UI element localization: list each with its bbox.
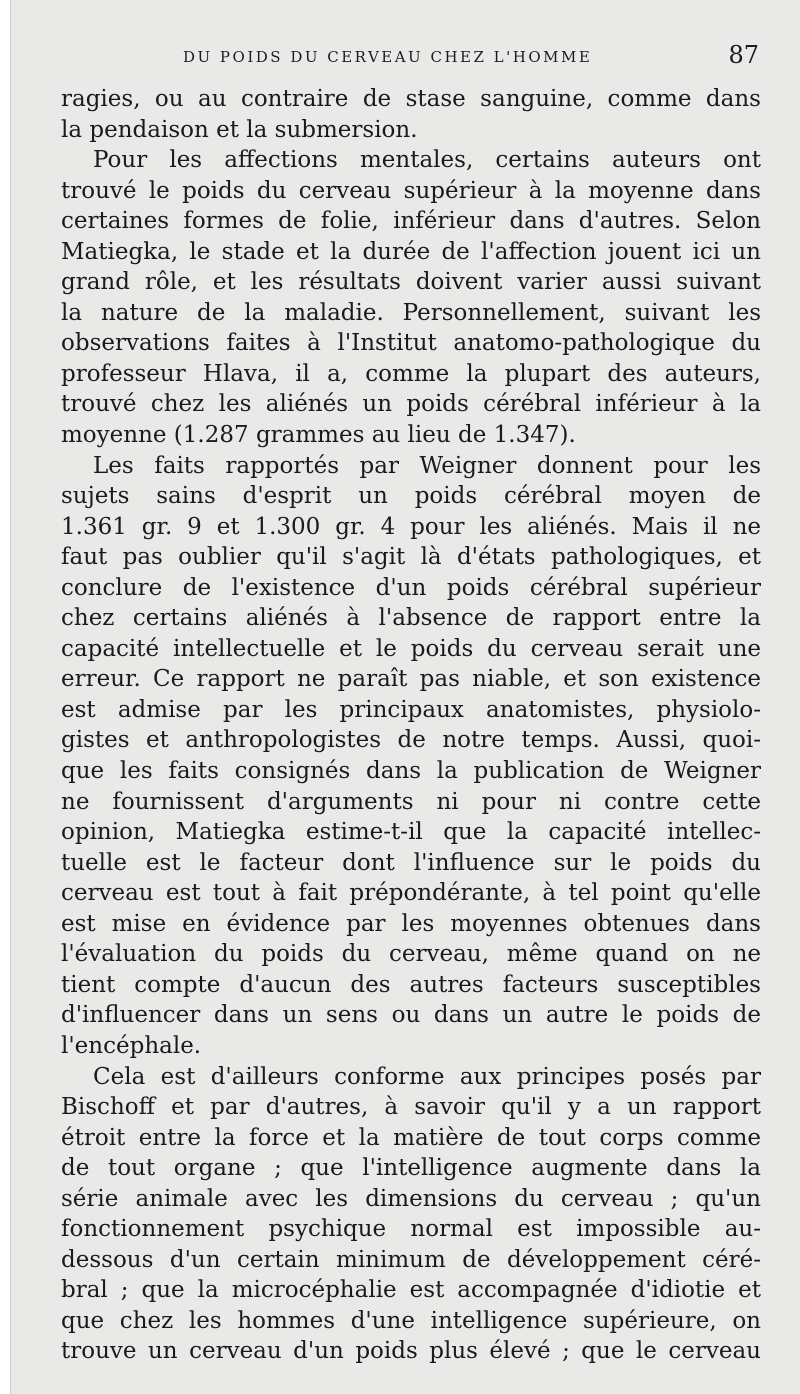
text-line: ragies, ou au contraire de stase sanguine, comme dans [61,86,761,112]
text-line: de tout organe ; que l'intelligence augmente dans la [61,1155,761,1182]
text-line: 1.361 gr. 9 et 1.300 gr. 4 pour les aliénés. Mais il ne [61,513,761,540]
text-line: série animale avec les dimensions du cerveau ; qu'un [61,1185,761,1212]
text-line: Matiegka, le stade et la durée de l'affection jouent ici un [61,238,761,265]
text-line: la pendaison et la submersion. [61,116,418,143]
text-line: trouvé chez les aliénés un poids cérébral inférieur à la [61,391,761,418]
text-line: que chez les hommes d'une intelligence supérieure, on [61,1307,761,1334]
text-line: faut pas oublier qu'il s'agit là d'états pathologiques, et [61,544,761,571]
text-line: tuelle est le facteur dont l'influence sur le poids du [61,849,761,876]
text-line: est mise en évidence par les moyennes obtenues dans [61,910,761,937]
text-line: bral ; que la microcéphalie est accompagnée d'idiotie et [61,1277,761,1304]
text-line: d'influencer dans un sens ou dans un autre le poids de [61,1002,761,1029]
text-line: chez certains aliénés à l'absence de rapport entre la [61,605,761,632]
text-line: opinion, Matiegka estime-t-il que la capacité intellec- [61,819,761,846]
text-line: sujets sains d'esprit un poids cérébral moyen de [61,483,761,510]
body-text [61,84,761,1367]
text-line: Cela est d'ailleurs conforme aux principes posés par [93,1063,761,1090]
text-line: l'encéphale. [61,1032,202,1059]
text-line: est admise par les principaux anatomistes, physiolo- [61,696,761,723]
running-title: DU POIDS DU CERVEAU CHEZ L'HOMME [183,48,593,66]
text-line: que les faits consignés dans la publication de Weigner [61,758,761,785]
text-line: conclure de l'existence d'un poids cérébral supérieur [61,574,761,601]
text-line: moyenne (1.287 grammes au lieu de 1.347). [61,422,576,449]
text-line: trouvé le poids du cerveau supérieur à la moyenne dans [61,177,761,204]
text-line: professeur Hlava, il a, comme la plupart des auteurs, [61,360,761,387]
page-number: 87 [728,41,759,69]
text-line: ne fournissent d'arguments ni pour ni contre cette [61,788,761,815]
book-page [10,0,800,1394]
text-line: Bischoff et par d'autres, à savoir qu'il y a un rapport [61,1094,761,1121]
text-line: l'évaluation du poids du cerveau, même quand on ne [61,941,761,968]
text-line: fonctionnement psychique normal est impossible au- [61,1216,761,1243]
text-line: dessous d'un certain minimum de développement céré- [61,1246,761,1273]
text-line: gistes et anthropologistes de notre temps. Aussi, quoi- [61,727,761,754]
text-line: la nature de la maladie. Personnellement, suivant les [61,299,761,326]
text-line: trouve un cerveau d'un poids plus élevé ; que le cerveau [61,1338,761,1365]
text-line: étroit entre la force et la matière de tout corps comme [61,1124,761,1151]
text-line: certaines formes de folie, inférieur dans d'autres. Selon [61,208,761,235]
text-line: capacité intellectuelle et le poids du cerveau serait une [61,635,761,662]
text-line: tient compte d'aucun des autres facteurs susceptibles [61,971,761,998]
page-header [61,38,761,78]
text-line: cerveau est tout à fait prépondérante, à tel point qu'elle [61,880,761,907]
text-line: Les faits rapportés par Weigner donnent pour les [93,452,761,479]
text-line: observations faites à l'Institut anatomo-pathologique du [61,330,761,357]
text-line: grand rôle, et les résultats doivent varier aussi suivant [61,269,761,296]
text-line: erreur. Ce rapport ne paraît pas niable, et son existence [61,666,761,693]
text-line: Pour les affections mentales, certains auteurs ont [93,147,761,174]
